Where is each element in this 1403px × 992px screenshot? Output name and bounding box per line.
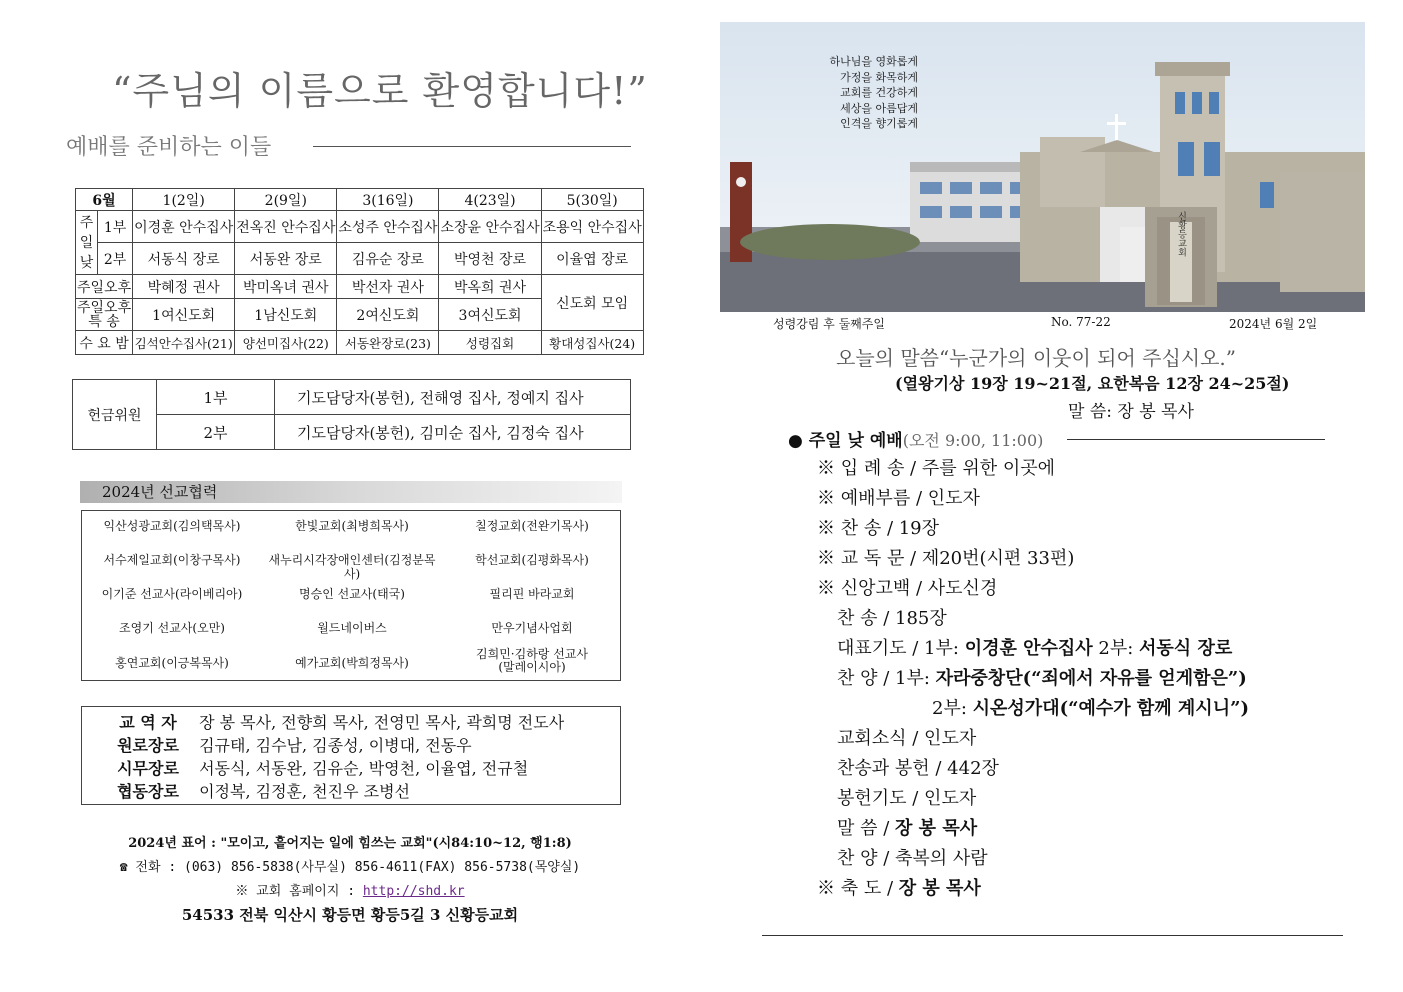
table-cell: 서동완 장로 — [235, 243, 337, 275]
table-cell: 1남신도회 — [235, 299, 337, 331]
table-cell: 소장윤 안수집사 — [439, 211, 541, 243]
offering-members: 기도담당자(봉헌), 전해영 집사, 정예지 집사 — [275, 380, 631, 415]
staff-role: 협동장로 — [117, 782, 179, 801]
order-item: ※ 찬 송 / 19장 — [817, 518, 940, 539]
row-label: 수 요 밤 — [76, 331, 133, 355]
offering-part: 2부 — [157, 415, 275, 450]
table-cell: 박영천 장로 — [439, 243, 541, 275]
phone-line: ☎ 전화 : (063) 856-5838(사무실) 856-4611(FAX) 856-5738(목양실) — [119, 860, 581, 875]
table-cell: 조용익 안수집사 — [541, 211, 643, 243]
homepage-link[interactable]: http://shd.kr — [362, 884, 465, 899]
page-title: “주님의 이름으로 환영합니다!” — [112, 69, 648, 113]
table-cell: 김유순 장로 — [337, 243, 439, 275]
week-header: 3(16일) — [337, 189, 439, 211]
sign-text: 신황등교회 — [1176, 211, 1186, 257]
table-cell: 서동식 장로 — [133, 243, 235, 275]
order-item-anthem-2: 2부: 시온성가대(“예수가 함께 계시니”) — [932, 698, 1249, 719]
table-cell: 소성주 안수집사 — [337, 211, 439, 243]
staff-row — [102, 780, 620, 803]
staff-names: 이정복, 김정훈, 천진우 조병선 — [199, 782, 410, 801]
staff-names: 서동식, 서동완, 김유순, 박영천, 이율엽, 전규철 — [199, 759, 529, 778]
order-item: 교회소식 / 인도자 — [837, 728, 977, 749]
list-item: 예가교회(박희정목사) — [295, 656, 409, 670]
left-page — [0, 0, 700, 992]
bulletin-date: 2024년 6월 2일 — [1229, 317, 1318, 331]
order-item-anthem: 찬 양 / 1부: 자라중창단(“죄에서 자유를 얻게함은”) — [837, 668, 1247, 689]
sunday-label: 주 일 낮 — [76, 211, 98, 275]
schedule-table — [75, 188, 644, 355]
list-item: 이기준 선교사(라이베리아) — [101, 587, 243, 601]
table-cell: 양선미집사(22) — [235, 331, 337, 355]
table-cell: 이경훈 안수집사 — [133, 211, 235, 243]
order-item-prayer: 대표기도 / 1부: 이경훈 안수집사 2부: 서동식 장로 — [837, 638, 1233, 659]
church-photo — [720, 22, 1365, 312]
order-item: ※ 입 례 송 / 주를 위한 이곳에 — [817, 458, 1055, 479]
table-cell: 1여신도회 — [133, 299, 235, 331]
mission-list — [81, 510, 621, 681]
week-header: 1(2일) — [133, 189, 235, 211]
order-item-sermon: 말 씀 / 장 봉 목사 — [837, 818, 978, 839]
table-cell: 전옥진 안수집사 — [235, 211, 337, 243]
list-item: 새누리시각장애인센터(김정분목사) — [268, 553, 436, 581]
order-item: ※ 교 독 문 / 제20번(시편 33편) — [817, 548, 1075, 569]
service-heading: ● 주일 낮 예배(오전 9:00, 11:00) — [788, 431, 1044, 451]
list-item: 만우기념사업회 — [491, 621, 573, 635]
staff-role: 시무장로 — [117, 759, 179, 778]
divider — [1067, 439, 1325, 440]
list-item: 학선교회(김평화목사) — [475, 553, 589, 567]
table-cell: 3여신도회 — [439, 299, 541, 331]
table-cell: 김석안수집사(21) — [133, 331, 235, 355]
list-item: 김희민·김하랑 선교사 (말레이시아) — [476, 647, 588, 674]
preacher: 말 씀: 장 봉 목사 — [1068, 402, 1194, 422]
week-header: 4(23일) — [439, 189, 541, 211]
order-item: ※ 신앙고백 / 사도신경 — [817, 578, 998, 599]
section-subtitle: 예배를 준비하는 이들 — [66, 135, 272, 160]
row-label: 주일오후 — [76, 275, 133, 299]
table-cell: 박선자 권사 — [337, 275, 439, 299]
table-cell: 신도회 모임 — [541, 275, 643, 331]
sermon-title: 오늘의 말씀“누군가의 이웃이 되어 주십시오.” — [836, 346, 1236, 370]
divider — [313, 146, 631, 147]
offering-part: 1부 — [157, 380, 275, 415]
bulletin-number: No. 77-22 — [1051, 315, 1111, 329]
homepage-line: ※ 교회 홈페이지 : http://shd.kr — [235, 884, 465, 899]
table-cell: 황대성집사(24) — [541, 331, 643, 355]
list-item: 한빛교회(최병희목사) — [295, 519, 409, 533]
table-cell: 박미옥녀 권사 — [235, 275, 337, 299]
staff-role: 원로장로 — [117, 736, 179, 755]
photo-motto: 하나님을 영화롭게 가정을 화목하게 교회를 건강하게 세상을 아름답게 인격을 향기롭게 — [829, 55, 918, 130]
list-item: 조영기 선교사(오만) — [119, 621, 225, 635]
order-item: 찬송과 봉헌 / 442장 — [837, 758, 999, 779]
staff-row — [102, 711, 620, 734]
order-item: 찬 양 / 축복의 사람 — [837, 848, 988, 869]
staff-names: 김규태, 김수남, 김종성, 이병대, 전동우 — [199, 736, 472, 755]
row-label: 1부 — [98, 211, 133, 243]
list-item: 월드네이버스 — [317, 621, 387, 635]
row-label: 주일오후 특 송 — [77, 299, 132, 330]
order-item: 봉헌기도 / 인도자 — [837, 788, 977, 809]
offering-table — [72, 379, 631, 450]
order-item: 찬 송 / 185장 — [837, 608, 947, 629]
offering-members: 기도담당자(봉헌), 김미순 집사, 김정숙 집사 — [275, 415, 631, 450]
church-address: 54533 전북 익산시 황등면 황등5길 3 신황등교회 — [181, 906, 519, 924]
staff-row — [102, 734, 620, 757]
divider — [762, 935, 1343, 936]
staff-row — [102, 757, 620, 780]
staff-names: 장 봉 목사, 전향희 목사, 전영민 목사, 곽희명 전도사 — [199, 713, 565, 732]
list-item: 필리핀 바라교회 — [489, 587, 575, 601]
church-motto: 2024년 표어 : "모이고, 흩어지는 일에 힘쓰는 교회"(시84:10~12, 행1:8) — [128, 836, 572, 851]
order-item-benediction: ※ 축 도 / 장 봉 목사 — [817, 878, 981, 899]
table-cell: 박혜정 권사 — [133, 275, 235, 299]
table-cell: 박옥희 권사 — [439, 275, 541, 299]
month-cell: 6월 — [76, 189, 133, 211]
staff-role: 교 역 자 — [119, 713, 177, 732]
list-item: 익산성광교회(김의택목사) — [103, 519, 241, 533]
list-item: 서수제일교회(이창구목사) — [103, 553, 241, 567]
order-item: ※ 예배부름 / 인도자 — [817, 488, 980, 509]
staff-box — [81, 706, 621, 805]
list-item: 칠정교회(전완기목사) — [475, 519, 589, 533]
week-header: 2(9일) — [235, 189, 337, 211]
scripture-reference: (열왕기상 19장 19~21절, 요한복음 12장 24~25절) — [895, 374, 1290, 393]
table-cell: 2여신도회 — [337, 299, 439, 331]
list-item: 홍연교회(이긍복목사) — [115, 656, 229, 670]
row-label: 2부 — [98, 243, 133, 275]
right-page — [700, 0, 1403, 992]
list-item: 명승인 선교사(태국) — [299, 587, 405, 601]
offering-label: 헌금위원 — [73, 380, 157, 450]
mission-heading: 2024년 선교협력 — [80, 481, 622, 503]
table-cell: 서동완장로(23) — [337, 331, 439, 355]
week-header: 5(30일) — [541, 189, 643, 211]
table-cell: 성령집회 — [439, 331, 541, 355]
liturgical-day: 성령강림 후 둘째주일 — [773, 317, 885, 331]
table-cell: 이율엽 장로 — [541, 243, 643, 275]
